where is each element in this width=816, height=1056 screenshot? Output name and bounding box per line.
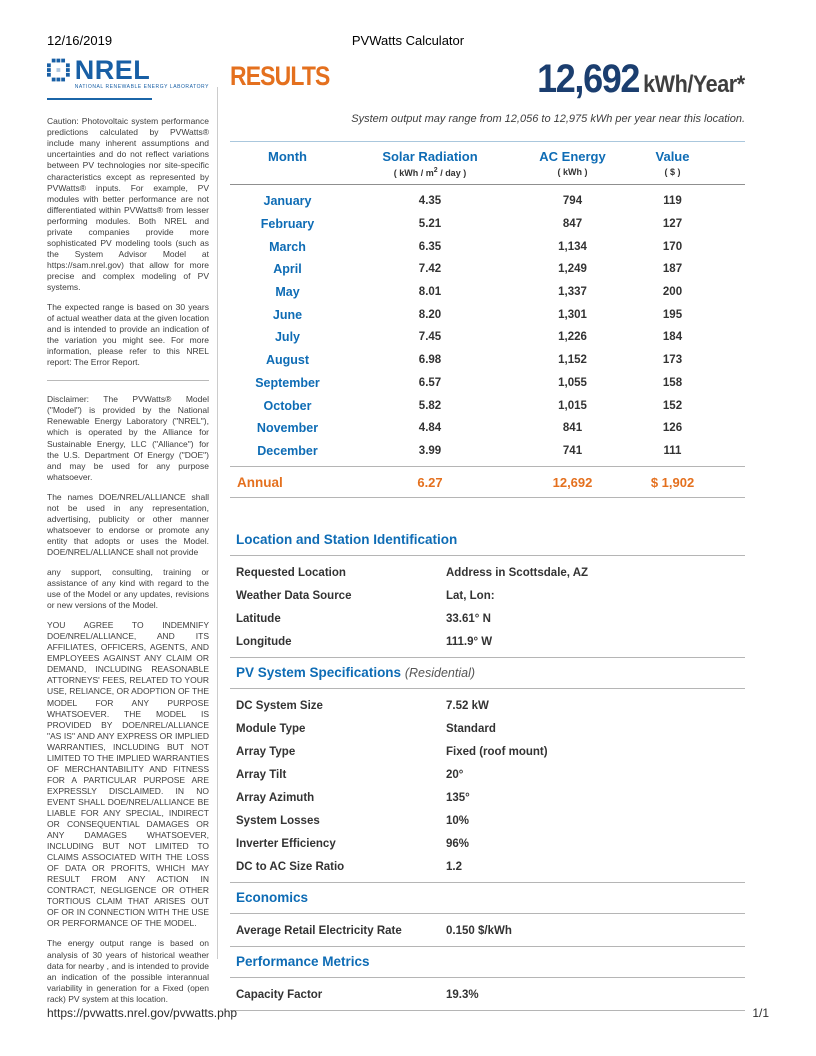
column-header-ac-energy: AC Energy ( kWh ) [515, 149, 630, 178]
detail-row: Latitude 33.61° N [236, 612, 491, 625]
nrel-tagline: NATIONAL RENEWABLE ENERGY LABORATORY [74, 84, 209, 91]
ac-energy-unit: ( kWh ) [557, 167, 588, 177]
results-content [230, 55, 745, 1011]
print-date: 12/16/2019 [47, 33, 113, 48]
logo-divider [47, 98, 152, 100]
table-row-september: September 6.57 1,055 158 [255, 375, 683, 390]
print-doc-title: PVWatts Calculator [351, 33, 465, 48]
table-row-october: October 5.82 1,015 152 [263, 398, 683, 413]
column-header-solar-radiation: Solar Radiation ( kWh / $m^2$ / day ) [345, 149, 515, 178]
nrel-logo [47, 55, 209, 91]
section-rows [230, 914, 745, 946]
table-row-march: March 6.35 1,134 170 [269, 239, 683, 254]
output-range-note: System output may range from 12,056 to 12,975 kWh per year near this location. [351, 113, 745, 125]
section-divider [230, 1010, 745, 1011]
results-header [230, 55, 745, 103]
section-rows [230, 556, 745, 657]
column-header-value: Value ( $ ) [630, 149, 715, 178]
section-location [230, 525, 745, 658]
detail-row: Inverter Efficiency 96% [236, 837, 470, 850]
detail-row: Weather Data Source Lat, Lon: [236, 589, 495, 602]
table-row-december: December 3.99 741 111 [257, 443, 682, 458]
table-header-row [230, 142, 745, 184]
section-performance [230, 947, 745, 1011]
monthly-results-table [230, 141, 745, 498]
energy-range-paragraph: The energy output range is based on analysis of 30 years of historical weather data for nearby , and is intended to provide an indication of the possible interannual variability in generation for a Fixed (open rack) PV system at this location. [47, 938, 209, 1004]
table-row-june: June 8.20 1,301 195 [272, 307, 683, 322]
annual-bottom-line [230, 497, 745, 498]
indemnify-paragraph: YOU AGREE TO INDEMNIFY DOE/NREL/ALLIANCE, AND ITS AFFILIATES, OFFICERS, AGENTS, AND EMPLOYEES AGAINST ANY CLAIM OR DEMAND, INCLUDING REASONABLE ATTORNEYS' FEES, RELATED TO YOUR USE, RELIANCE, OR ADOPTION OF THE MODEL FOR ANY PURPOSE WHATSOEVER. THE MODEL IS PROVIDED BY DOE/NREL/ALLIANCE "AS IS" AND ANY EXPRESS OR IMPLIED WARRANTIES, INCLUDING BUT NOT LIMITED TO THE IMPLIED WARRANTIES OF MERCHANTABILITY AND FITNESS FOR A PARTICULAR PURPOSE ARE EXPRESSLY DISCLAIMED. IN NO EVENT SHALL DOE/NREL/ALLIANCE BE LIABLE FOR ANY SPECIAL, INDIRECT OR CONSEQUENTIAL DAMAGES OR ANY DAMAGES WHATSOEVER, INCLUDING BUT NOT LIMITED TO CLAIMS ASSOCIATED WITH THE LOSS OF DATA OR PROFITS, WHICH MAY RESULT FROM ANY ACTION IN CONTRACT, NEGLIGENCE OR OTHER TORTIOUS CLAIM THAT ARISES OUT OF OR IN CONNECTION WITH THE USE OR PERFORMANCE OF THE MODEL. [47, 620, 209, 929]
section-rows [230, 978, 745, 1010]
section-title: Performance Metrics [236, 954, 370, 970]
table-row-july: July 7.45 1,226 184 [274, 330, 683, 345]
footer-url: https://pvwatts.nrel.gov/pvwatts.php [47, 1006, 238, 1020]
table-row-may: May 8.01 1,337 200 [275, 285, 683, 300]
nrel-sun-icon [47, 58, 71, 83]
expected-range-paragraph: The expected range is based on 30 years of actual weather data at the given location and is intended to provide an indication of the variation you might see. For more information, please refer to this NREL report: The Error Report. [47, 302, 209, 368]
sidebar [47, 55, 209, 1014]
table-row-april: April 7.42 1,249 187 [273, 262, 683, 277]
detail-row: Array Type Fixed (roof mount) [236, 745, 548, 758]
table-row-february: February 5.21 847 127 [260, 217, 683, 232]
detail-row: Module Type Standard [236, 722, 496, 735]
detail-row: DC System Size 7.52 kW [236, 699, 489, 712]
detail-sections [230, 525, 745, 1011]
detail-row: System Losses 10% [236, 814, 470, 827]
section-pv-specs [230, 658, 745, 883]
detail-row: Average Retail Electricity Rate 0.150 $/kWh [236, 924, 512, 937]
table-row-november: November 4.84 841 126 [256, 421, 683, 436]
annual-output-unit: kWh/Year* [643, 71, 745, 98]
annual-output [537, 57, 745, 102]
section-title: Location and Station Identification [236, 532, 458, 548]
detail-row: Requested Location Address in Scottsdale, AZ [236, 566, 589, 579]
section-economics [230, 883, 745, 947]
section-rows [230, 689, 745, 882]
detail-row: DC to AC Size Ratio 1.2 [236, 860, 462, 873]
disclaimer-paragraph: Disclaimer: The PVWatts® Model ("Model") is provided by the National Renewable Energy Laboratory ("NREL"), which is operated by the Alliance for Sustainable Energy, LLC ("Alliance") for the U.S. Department Of Energy ("DOE") and may be used for any purpose whatsoever. [47, 394, 209, 482]
section-title: PV System Specifications (Residential) [236, 665, 476, 681]
footer-page-number: 1/1 [752, 1006, 769, 1020]
results-title: RESULTS [230, 61, 330, 91]
annual-output-value: 12,692 [537, 57, 640, 101]
table-body [230, 185, 745, 466]
caution-paragraph: Caution: Photovoltaic system performance predictions calculated by PVWatts® include many inherent assumptions and uncertainties and do not reflect variations between PV technologies nor site-specific characteristics except as represented by PVWatts® inputs. For example, PV modules with better performance are not differentiated within PVWatts® from lesser performing modules. Both NREL and private companies provide more sophisticated PV modeling tools (such as the System Advisor Model at https://sam.nrel.gov) that allow for more precise and complex modeling of PV systems. [47, 116, 209, 292]
detail-row: Array Tilt 20° [236, 768, 464, 781]
names-paragraph: The names DOE/NREL/ALLIANCE shall not be used in any representation, advertising, publicity or other manner whatsoever to endorse or promote any entity that adopts or uses the Model. DOE/NREL/ALLIANCE shall not provide [47, 491, 209, 557]
detail-row: Longitude 111.9° W [236, 635, 493, 648]
vertical-divider [217, 87, 218, 959]
table-row-august: August 6.98 1,152 173 [265, 353, 683, 368]
section-title: Economics [236, 890, 309, 906]
support-paragraph: any support, consulting, training or assistance of any kind with regard to the use of the Model or any updates, revisions or new versions of the Model. [47, 566, 209, 611]
nrel-wordmark: NREL [74, 55, 151, 85]
value-unit: ( $ ) [664, 167, 681, 177]
sidebar-divider [47, 380, 209, 381]
table-row-annual: Annual 6.27 12,692 $ 1,902 [237, 474, 695, 490]
detail-row: Array Azimuth 135° [236, 791, 470, 804]
section-subtitle: (Residential) [404, 666, 476, 681]
column-header-month: Month [268, 149, 307, 164]
detail-row: Capacity Factor 19.3% [236, 988, 479, 1001]
solar-radiation-unit: ( kWh / $m^2$ / day ) [393, 167, 467, 178]
table-row-january: January 4.35 794 119 [263, 194, 682, 209]
